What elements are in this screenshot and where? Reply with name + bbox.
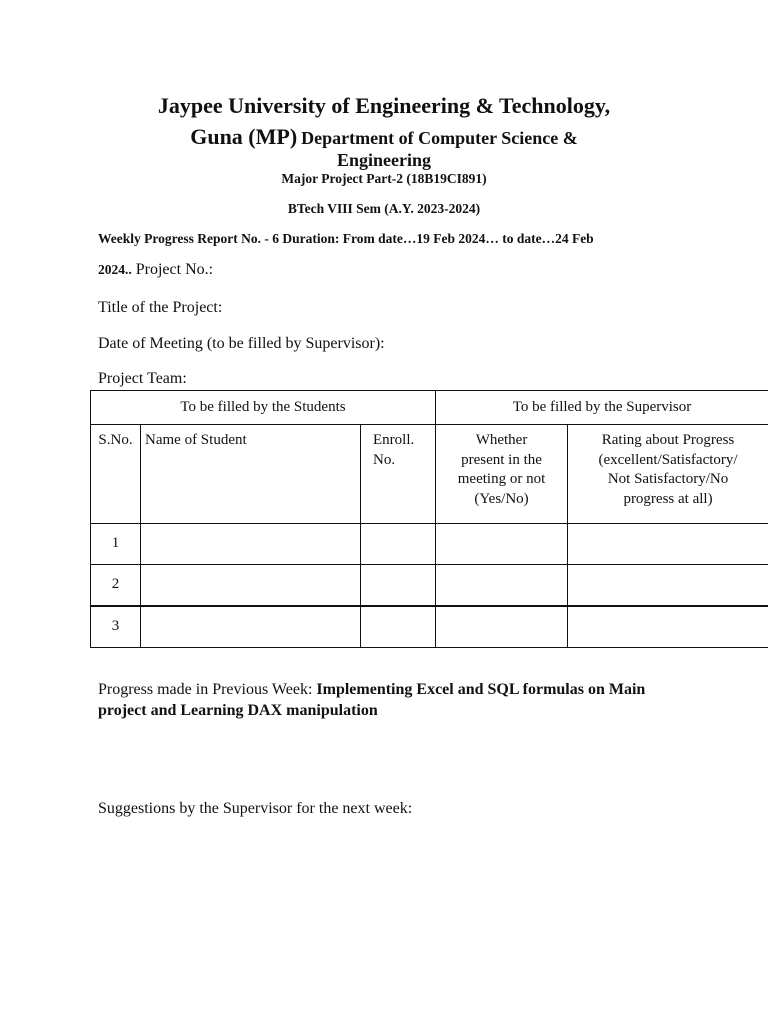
col-present-line: meeting or not [457, 471, 546, 487]
col-rating [568, 425, 768, 524]
col-rating-line: progress at all) [623, 490, 713, 507]
table-row [91, 565, 768, 607]
progress-value: Implementing Excel and SQL formulas on Main project and Learning DAX manipulation [98, 681, 646, 719]
col-enroll-line-2: No. [373, 451, 396, 468]
table-row [91, 524, 768, 565]
rating-cell[interactable] [568, 524, 768, 565]
col-present-line: present in the [461, 451, 542, 468]
col-rating-line: Not Satisfactory/No [607, 471, 729, 487]
col-present-line: Whether [475, 432, 528, 448]
rating-cell[interactable] [568, 565, 768, 607]
progress-label: Progress made in Previous Week: [98, 681, 317, 698]
supervisor-header: To be filled by the Supervisor [436, 391, 768, 425]
row-number: 2 [91, 565, 141, 607]
progress-previous-week [98, 679, 658, 721]
col-enroll-no [361, 425, 436, 524]
col-present [436, 425, 568, 524]
col-name-of-student: Name of Student [141, 425, 361, 524]
present-cell[interactable] [436, 606, 568, 648]
supervisor-suggestions-label: Suggestions by the Supervisor for the next week: [98, 800, 413, 817]
enroll-no-cell[interactable] [361, 606, 436, 648]
title-of-project-label: Title of the Project: [98, 299, 223, 316]
project-no-label: Project No.: [131, 261, 214, 278]
student-name-cell[interactable] [141, 524, 361, 565]
student-name-cell[interactable] [141, 606, 361, 648]
project-team-label: Project Team: [98, 370, 187, 387]
project-no-line [98, 261, 213, 279]
department-line-2: Engineering [336, 150, 431, 170]
present-cell[interactable] [436, 565, 568, 607]
location-department-line [0, 124, 768, 150]
location: Guna (MP) [190, 124, 298, 149]
students-header: To be filled by the Students [91, 391, 436, 425]
col-enroll-line-1: Enroll. [373, 432, 415, 448]
university-title: Jaypee University of Engineering & Technology, [157, 93, 611, 118]
project-team-table [90, 390, 768, 648]
enroll-no-cell[interactable] [361, 565, 436, 607]
date-of-meeting-label: Date of Meeting (to be filled by Supervisor): [98, 335, 385, 352]
col-present-line: (Yes/No) [474, 490, 529, 507]
rating-cell[interactable] [568, 606, 768, 648]
row-number: 3 [91, 606, 141, 648]
weekly-report-line: Weekly Progress Report No. - 6 Duration: From date…19 Feb 2024… to date…24 Feb [98, 231, 594, 246]
col-sno: S.No. [91, 425, 141, 524]
table-column-header-row [91, 425, 768, 524]
table-row [91, 606, 768, 648]
year-end: 2024.. [98, 262, 132, 277]
col-rating-line: (excellent/Satisfactory/ [598, 451, 738, 468]
row-number: 1 [91, 524, 141, 565]
table-group-header-row [91, 391, 768, 425]
student-name-cell[interactable] [141, 565, 361, 607]
col-rating-line: Rating about Progress [601, 432, 735, 448]
present-cell[interactable] [436, 524, 568, 565]
course-code: Major Project Part-2 (18B19CI891) [281, 171, 487, 186]
department-line-1: Department of Computer Science & [301, 128, 578, 148]
semester-line: BTech VIII Sem (A.Y. 2023-2024) [287, 201, 481, 216]
enroll-no-cell[interactable] [361, 524, 436, 565]
